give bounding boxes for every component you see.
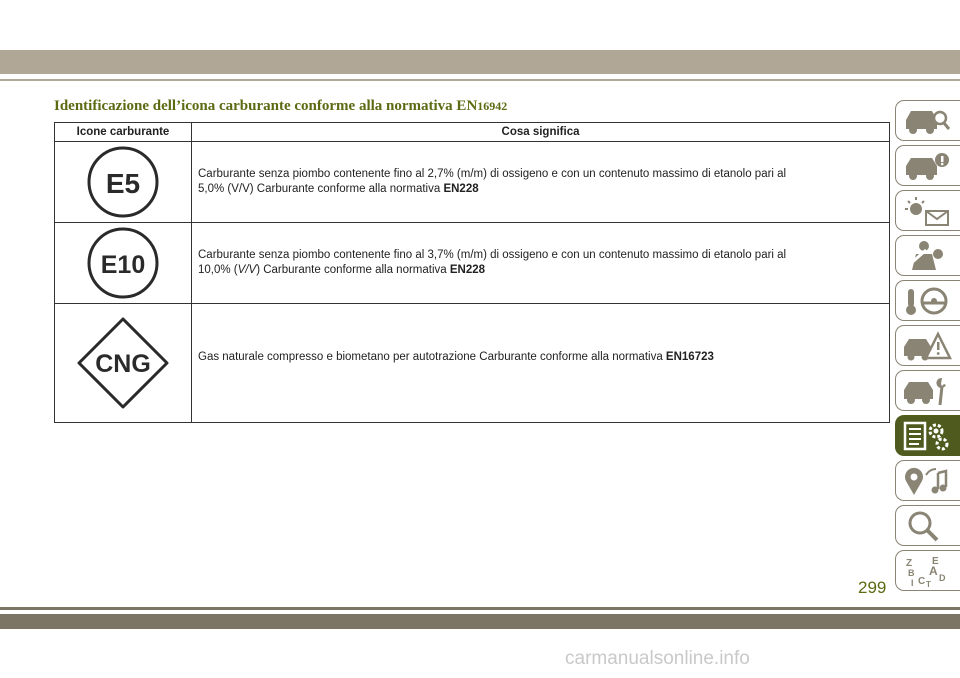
tab-safety[interactable]: [895, 235, 960, 276]
tab-index[interactable]: [895, 550, 960, 591]
car-info-icon: [902, 150, 952, 182]
car-wrench-icon: [902, 375, 952, 407]
badge-label: E10: [100, 251, 146, 279]
specifications-gear-icon: [902, 420, 952, 452]
car-hazard-triangle-icon: [902, 330, 952, 362]
header-rule: [0, 79, 960, 81]
tab-warning-lights[interactable]: [895, 190, 960, 231]
fuel-badge-cell: [55, 142, 192, 223]
svg-text:B: B: [908, 568, 915, 578]
site-watermark: carmanualsonline.info: [565, 648, 750, 669]
tab-technical-specifications[interactable]: [895, 415, 960, 456]
search-magnifier-icon: [902, 510, 952, 542]
e10-badge-icon: [83, 223, 163, 303]
badge-label: E5: [105, 168, 141, 199]
table-row: [55, 223, 890, 304]
tab-search[interactable]: [895, 505, 960, 546]
fuel-description: Gas naturale compresso e biometano per autotrazione Carburante conforme alla normativa EN16723: [192, 304, 890, 423]
page-number: 299: [858, 578, 887, 597]
svg-text:E: E: [932, 556, 939, 567]
column-header-meaning: Cosa significa: [192, 123, 890, 142]
fuel-icon-table: [54, 122, 890, 423]
tab-servicing[interactable]: [895, 370, 960, 411]
svg-text:T: T: [926, 580, 931, 587]
standard-code: EN16723: [665, 351, 714, 363]
e5-badge-icon: [83, 142, 163, 222]
tab-multimedia[interactable]: [895, 460, 960, 501]
tab-emergency[interactable]: [895, 325, 960, 366]
footer-rule: [0, 607, 960, 610]
car-search-icon: [902, 105, 952, 137]
alphabetical-index-icon: [902, 555, 952, 587]
cng-badge-icon: [75, 315, 171, 411]
tab-car-search[interactable]: [895, 100, 960, 141]
tab-starting-driving[interactable]: [895, 280, 960, 321]
svg-text:D: D: [939, 573, 946, 583]
multimedia-music-icon: [902, 465, 952, 497]
column-header-icons: Icone carburante: [55, 123, 192, 142]
warning-light-message-icon: [902, 195, 952, 227]
steering-wheel-key-icon: [902, 285, 952, 317]
svg-text:Z: Z: [906, 558, 913, 569]
badge-label: CNG: [95, 350, 151, 378]
standard-code: EN228: [443, 183, 479, 195]
tab-car-info[interactable]: [895, 145, 960, 186]
section-title: Identificazione dell’icona carburante conforme alla normativa EN16942: [54, 98, 508, 114]
fuel-badge-cell: [55, 223, 192, 304]
table-header-row: [55, 123, 890, 142]
fuel-description: Carburante senza piombo contenente fino al 3,7% (m/m) di ossigeno e con un contenuto massimo di etanolo pari al 10,0% (V/V) Carburante conforme alla normativa EN228: [192, 223, 890, 304]
standard-code: EN228: [449, 264, 486, 276]
svg-text:A: A: [929, 564, 938, 578]
table-row: [55, 142, 890, 223]
footer-band: [0, 614, 960, 629]
svg-text:C: C: [918, 576, 926, 587]
svg-text:I: I: [911, 578, 914, 587]
fuel-badge-cell: [55, 304, 192, 423]
header-band: [0, 50, 960, 74]
airbag-person-icon: [902, 240, 952, 272]
fuel-description: Carburante senza piombo contenente fino al 2,7% (m/m) di ossigeno e con un contenuto massimo di etanolo pari al 5,0% (V/V) Carburante conforme alla normativa EN228: [192, 142, 890, 223]
table-row: [55, 304, 890, 423]
